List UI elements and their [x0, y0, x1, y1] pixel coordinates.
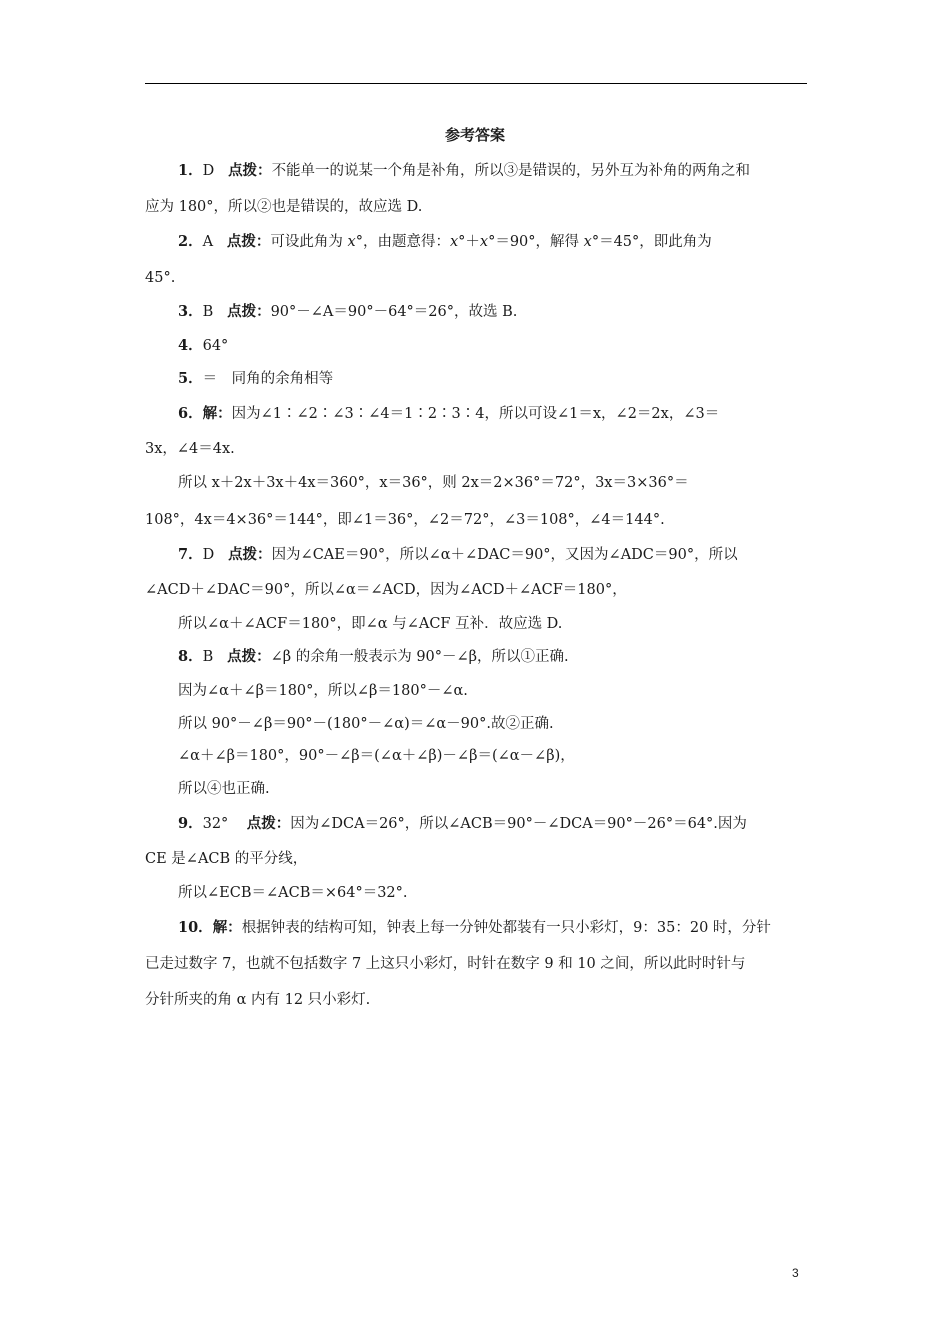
answer-2-line-2: 45°. — [145, 270, 176, 286]
answer-1-line-1 — [178, 161, 750, 181]
answer-text: °＝45°，即此角为 — [591, 234, 712, 250]
hint-label: 点拨： — [228, 162, 272, 179]
answer-text: °＝90°，解得 — [488, 234, 584, 250]
answer-7-line-1 — [178, 545, 738, 565]
solution-label: 解： — [202, 405, 232, 422]
answer-6-line-1 — [178, 404, 719, 424]
answer-text: 可设此角为 — [270, 234, 348, 250]
variable-x: x — [583, 234, 592, 250]
answer-text: 因为∠DCA＝26°，所以∠ACB＝90°－∠DCA＝90°－26°＝64°.因为 — [290, 816, 747, 832]
header-rule — [145, 83, 807, 84]
answer-2-line-1 — [178, 232, 712, 252]
answer-value: 32° — [202, 816, 229, 832]
answer-choice: D — [202, 547, 215, 563]
hint-label: 点拨： — [246, 815, 291, 832]
answer-10-line-3: 分针所夹的角 α 内有 12 只小彩灯. — [145, 992, 371, 1008]
answer-8-line-4: ∠α＋∠β＝180°，90°－∠β＝(∠α＋∠β)－∠β＝(∠α－∠β)， — [178, 748, 575, 764]
answer-9-line-2: CE 是∠ACB 的平分线， — [145, 851, 308, 867]
answer-text: 64° — [202, 338, 229, 354]
answer-8-line-3: 所以 90°－∠β＝90°－(180°－∠α)＝∠α－90°.故②正确. — [178, 716, 554, 732]
question-number: 6． — [178, 405, 203, 422]
answer-5-line-1 — [178, 369, 333, 389]
question-number: 9． — [178, 815, 203, 832]
question-number: 8． — [178, 648, 203, 665]
question-number: 10． — [178, 919, 213, 936]
answer-text: °＋ — [458, 234, 480, 250]
answer-6-line-2: 3x，∠4＝4x. — [145, 441, 235, 457]
page-title: 参考答案 — [444, 126, 505, 144]
answer-8-line-2: 因为∠α＋∠β＝180°，所以∠β＝180°－∠α. — [178, 683, 468, 699]
hint-label: 点拨： — [227, 648, 271, 665]
answer-text: °，由题意得： — [355, 234, 450, 250]
answer-6-line-3: 所以 x＋2x＋3x＋4x＝360°，x＝36°，则 2x＝2×36°＝72°，3x＝3×36°＝ — [178, 475, 689, 491]
question-number: 7． — [178, 546, 203, 563]
answer-7-line-2: ∠ACD＋∠DAC＝90°，所以∠α＝∠ACD，因为∠ACD＋∠ACF＝180°， — [145, 582, 627, 598]
question-number: 5． — [178, 370, 203, 387]
hint-label: 点拨： — [228, 546, 272, 563]
answer-6-line-4: 108°，4x＝4×36°＝144°，即∠1＝36°，∠2＝72°，∠3＝108°，∠4＝144°. — [145, 512, 665, 528]
answer-text: 不能单一的说某一个角是补角，所以③是错误的，另外互为补角的两角之和 — [271, 163, 751, 179]
question-number: 1． — [178, 162, 203, 179]
answer-3-line-1 — [178, 302, 517, 322]
answer-text: 因为∠1∶∠2∶∠3∶∠4＝1∶2∶3∶4，所以可设∠1＝x，∠2＝2x，∠3＝ — [231, 406, 720, 422]
question-number: 3． — [178, 303, 203, 320]
answer-choice: D — [202, 163, 215, 179]
answer-9-line-1 — [178, 814, 747, 834]
answer-choice: B — [202, 304, 214, 320]
variable-x: x — [347, 234, 356, 250]
answer-choice: A — [202, 234, 214, 250]
answer-8-line-5: 所以④也正确. — [178, 781, 270, 797]
answer-7-line-3: 所以∠α＋∠ACF＝180°，即∠α 与∠ACF 互补．故应选 D. — [178, 616, 563, 632]
answer-9-line-3: 所以∠ECB＝∠ACB＝×64°＝32°. — [178, 885, 408, 901]
hint-label: 点拨： — [226, 233, 271, 250]
page-number: 3 — [792, 1266, 799, 1280]
answer-text: ∠β 的余角一般表示为 90°－∠β，所以①正确. — [270, 649, 569, 665]
answer-10-line-2: 已走过数字 7，也就不包括数字 7 上这只小彩灯，时针在数字 9 和 10 之间，所以此时时针与 — [145, 956, 746, 972]
answer-text: ＝ 同角的余角相等 — [202, 371, 334, 387]
question-number: 4． — [178, 337, 203, 354]
question-number: 2． — [178, 233, 203, 250]
answer-8-line-1 — [178, 647, 569, 667]
answer-text: 根据钟表的结构可知，钟表上每一分钟处都装有一只小彩灯，9：35：20 时，分针 — [241, 920, 771, 936]
answer-10-line-1 — [178, 918, 771, 938]
answer-choice: B — [202, 649, 214, 665]
answer-4-line-1 — [178, 336, 228, 356]
hint-label: 点拨： — [227, 303, 271, 320]
solution-label: 解： — [212, 919, 242, 936]
answer-text: 90°－∠A＝90°－64°＝26°，故选 B. — [270, 304, 518, 320]
answer-1-line-2: 应为 180°，所以②也是错误的，故应选 D. — [145, 199, 423, 215]
answer-text: 因为∠CAE＝90°，所以∠α＋∠DAC＝90°，又因为∠ADC＝90°，所以 — [271, 547, 738, 563]
variable-x: x — [479, 234, 489, 250]
variable-x: x — [449, 234, 459, 250]
